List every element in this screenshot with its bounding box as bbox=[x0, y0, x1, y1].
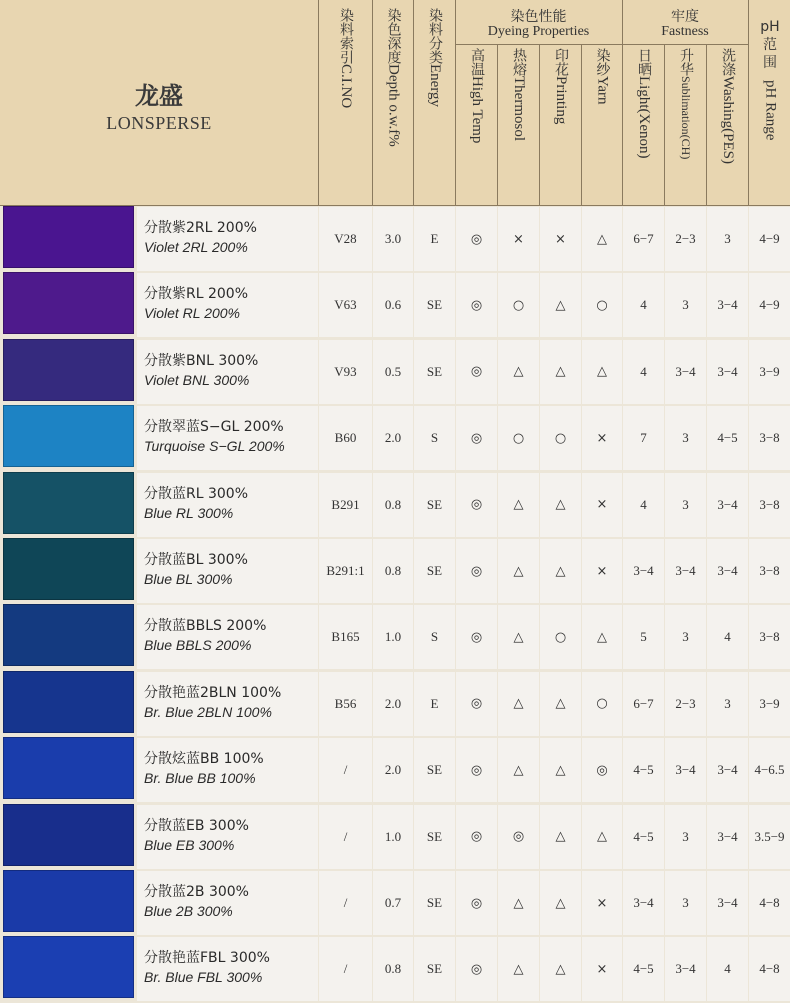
dye-name-cn: 分散蓝2B 300% bbox=[144, 884, 249, 900]
depth-cell: 0.6 bbox=[373, 273, 413, 337]
yarn-cell: × bbox=[582, 539, 622, 603]
header-thermosol bbox=[498, 48, 539, 198]
light-cell: 4−5 bbox=[623, 937, 664, 1001]
washing-cell: 3 bbox=[707, 207, 748, 271]
color-swatch bbox=[3, 339, 134, 401]
header-yarn-en: Yarn bbox=[594, 76, 611, 105]
dye-name-en: Br. Blue FBL 300% bbox=[144, 969, 263, 986]
light-cell: 4−5 bbox=[623, 805, 664, 869]
depth-cell: 2.0 bbox=[373, 406, 413, 470]
thermosol-cell: ◎ bbox=[498, 805, 539, 869]
color-swatch bbox=[3, 472, 134, 534]
high-temp-cell: ◎ bbox=[456, 672, 497, 736]
sublimation-cell: 3−4 bbox=[665, 738, 706, 802]
brand-name-cn: 龙盛 bbox=[135, 82, 183, 110]
thermosol-cell: △ bbox=[498, 605, 539, 669]
header-printing-cn: 印花 bbox=[553, 48, 569, 76]
dye-name-en: Blue 2B 300% bbox=[144, 903, 233, 919]
color-swatch bbox=[3, 272, 134, 334]
header-depth-en: Depth o.w.f% bbox=[385, 64, 402, 147]
washing-cell: 3−4 bbox=[707, 871, 748, 935]
dye-name bbox=[137, 473, 318, 537]
header-fastness-en: Fastness bbox=[661, 24, 709, 39]
yarn-cell: △ bbox=[582, 805, 622, 869]
printing-cell: △ bbox=[540, 871, 581, 935]
light-cell: 4 bbox=[623, 340, 664, 404]
color-swatch bbox=[3, 936, 134, 998]
header-ci-en: C.I.NO bbox=[338, 64, 354, 109]
high-temp-cell: ◎ bbox=[456, 340, 497, 404]
header-thermosol-en: Thermosol bbox=[511, 76, 527, 141]
table-row bbox=[0, 804, 790, 870]
washing-cell: 3−4 bbox=[707, 273, 748, 337]
ci-cell: B56 bbox=[319, 672, 372, 736]
washing-cell: 3−4 bbox=[707, 738, 748, 802]
table-row bbox=[0, 671, 790, 737]
printing-cell: × bbox=[540, 207, 581, 271]
yarn-cell: × bbox=[582, 406, 622, 470]
high-temp-cell: ◎ bbox=[456, 805, 497, 869]
header-high-temp-cn: 高温 bbox=[469, 48, 485, 76]
dye-name-en: Violet BNL 300% bbox=[144, 371, 250, 388]
sublimation-cell: 3−4 bbox=[665, 937, 706, 1001]
header-energy bbox=[414, 8, 455, 198]
table-row bbox=[0, 206, 790, 272]
header-washing-en: Washing(PES) bbox=[720, 76, 736, 164]
yarn-cell: ○ bbox=[582, 672, 622, 736]
header-energy-cn: 染料分类 bbox=[427, 8, 443, 64]
printing-cell: △ bbox=[540, 273, 581, 337]
dye-name bbox=[137, 672, 318, 736]
thermosol-cell: △ bbox=[498, 738, 539, 802]
depth-cell: 1.0 bbox=[373, 805, 413, 869]
dye-name-cn: 分散紫BNL 300% bbox=[144, 352, 259, 369]
high-temp-cell: ◎ bbox=[456, 539, 497, 603]
table-row bbox=[0, 538, 790, 604]
ph-range-cell: 3−8 bbox=[749, 539, 790, 603]
high-temp-cell: ◎ bbox=[456, 871, 497, 935]
color-swatch bbox=[3, 538, 134, 600]
header-dyeing-en: Dyeing Properties bbox=[487, 24, 590, 39]
ph-range-cell: 3−9 bbox=[749, 672, 790, 736]
yarn-cell: △ bbox=[582, 340, 622, 404]
dye-name-cn: 分散翠蓝S−GL 200% bbox=[144, 419, 284, 436]
thermosol-cell: △ bbox=[498, 871, 539, 935]
yarn-cell: △ bbox=[582, 207, 622, 271]
light-cell: 4 bbox=[623, 473, 664, 537]
sublimation-cell: 3 bbox=[665, 805, 706, 869]
energy-cell: S bbox=[414, 406, 455, 470]
brand-block bbox=[0, 0, 318, 206]
energy-cell: SE bbox=[414, 473, 455, 537]
header-ph-cn1: 范 bbox=[763, 37, 777, 53]
energy-cell: E bbox=[414, 672, 455, 736]
sublimation-cell: 3 bbox=[665, 871, 706, 935]
ci-cell: V63 bbox=[319, 273, 372, 337]
high-temp-cell: ◎ bbox=[456, 207, 497, 271]
dye-name-cn: 分散蓝RL 300% bbox=[144, 485, 249, 502]
ci-cell: V93 bbox=[319, 340, 372, 404]
printing-cell: ○ bbox=[540, 406, 581, 470]
washing-cell: 3−4 bbox=[707, 473, 748, 537]
header-ph bbox=[750, 80, 790, 198]
dye-name-cn: 分散艳蓝2BLN 100% bbox=[144, 684, 282, 701]
depth-cell: 0.8 bbox=[373, 539, 413, 603]
light-cell: 6−7 bbox=[623, 207, 664, 271]
washing-cell: 3−4 bbox=[707, 539, 748, 603]
header-washing bbox=[707, 48, 748, 198]
ci-cell: / bbox=[319, 937, 372, 1001]
energy-cell: SE bbox=[414, 340, 455, 404]
high-temp-cell: ◎ bbox=[456, 937, 497, 1001]
light-cell: 5 bbox=[623, 605, 664, 669]
washing-cell: 3−4 bbox=[707, 805, 748, 869]
header-energy-en: Energy bbox=[427, 64, 443, 108]
ph-range-cell: 4−8 bbox=[749, 871, 790, 935]
energy-cell: SE bbox=[414, 871, 455, 935]
depth-cell: 0.8 bbox=[373, 473, 413, 537]
ph-range-cell: 4−8 bbox=[749, 937, 790, 1001]
ph-range-cell: 4−6.5 bbox=[749, 738, 790, 802]
color-swatch bbox=[3, 804, 134, 866]
ci-cell: / bbox=[319, 738, 372, 802]
printing-cell: △ bbox=[540, 473, 581, 537]
dye-name-en: Violet RL 200% bbox=[144, 305, 240, 322]
table-row bbox=[0, 405, 790, 471]
thermosol-cell: ○ bbox=[498, 273, 539, 337]
color-swatch bbox=[3, 604, 134, 666]
table-row bbox=[0, 737, 790, 803]
table-row bbox=[0, 472, 790, 538]
dye-name bbox=[137, 340, 318, 404]
sublimation-cell: 3 bbox=[665, 473, 706, 537]
dye-name-en: Blue BL 300% bbox=[144, 571, 233, 587]
header-high-temp bbox=[456, 48, 497, 198]
dye-name bbox=[137, 871, 318, 935]
light-cell: 4 bbox=[623, 273, 664, 337]
depth-cell: 0.8 bbox=[373, 937, 413, 1001]
ph-range-cell: 3−9 bbox=[749, 340, 790, 404]
header-printing bbox=[540, 48, 581, 198]
washing-cell: 3 bbox=[707, 672, 748, 736]
dye-name bbox=[137, 605, 318, 669]
header-ph-en: pH Range bbox=[762, 80, 779, 141]
color-swatch bbox=[3, 870, 134, 932]
ci-cell: B165 bbox=[319, 605, 372, 669]
header-ph-top: pH bbox=[760, 19, 780, 35]
energy-cell: E bbox=[414, 207, 455, 271]
color-swatch bbox=[3, 206, 134, 268]
header-ph-cn2: 围 bbox=[763, 55, 777, 71]
yarn-cell: ◎ bbox=[582, 738, 622, 802]
thermosol-cell: × bbox=[498, 207, 539, 271]
header-light-en: Light(Xenon) bbox=[636, 76, 652, 159]
dye-name-en: Turquoise S−GL 200% bbox=[144, 438, 285, 455]
printing-cell: △ bbox=[540, 340, 581, 404]
printing-cell: △ bbox=[540, 672, 581, 736]
dye-name-en: Blue BBLS 200% bbox=[144, 637, 252, 654]
energy-cell: SE bbox=[414, 937, 455, 1001]
high-temp-cell: ◎ bbox=[456, 738, 497, 802]
sublimation-cell: 2−3 bbox=[665, 207, 706, 271]
printing-cell: ○ bbox=[540, 605, 581, 669]
header-ci bbox=[319, 8, 372, 198]
brand-name-en: LONSPERSE bbox=[106, 113, 212, 133]
light-cell: 3−4 bbox=[623, 539, 664, 603]
thermosol-cell: △ bbox=[498, 539, 539, 603]
light-cell: 7 bbox=[623, 406, 664, 470]
dye-name-en: Br. Blue 2BLN 100% bbox=[144, 703, 272, 720]
dye-name-cn: 分散紫RL 200% bbox=[144, 286, 249, 303]
ci-cell: B60 bbox=[319, 406, 372, 470]
ph-range-cell: 4−9 bbox=[749, 273, 790, 337]
color-swatch bbox=[3, 671, 134, 733]
table-row bbox=[0, 272, 790, 338]
color-swatch bbox=[3, 737, 134, 799]
sublimation-cell: 3 bbox=[665, 406, 706, 470]
washing-cell: 4 bbox=[707, 605, 748, 669]
dye-name-cn: 分散蓝BL 300% bbox=[144, 552, 248, 568]
dye-name bbox=[137, 805, 318, 869]
washing-cell: 3−4 bbox=[707, 340, 748, 404]
table-row bbox=[0, 604, 790, 670]
light-cell: 4−5 bbox=[623, 738, 664, 802]
thermosol-cell: △ bbox=[498, 473, 539, 537]
header-sublimation-en: Sublimation(CH) bbox=[679, 76, 693, 160]
energy-cell: SE bbox=[414, 539, 455, 603]
dye-name-cn: 分散艳蓝FBL 300% bbox=[144, 950, 270, 967]
yarn-cell: × bbox=[582, 871, 622, 935]
sublimation-cell: 3−4 bbox=[665, 539, 706, 603]
energy-cell: SE bbox=[414, 738, 455, 802]
dye-name-cn: 分散紫2RL 200% bbox=[144, 220, 257, 236]
ci-cell: B291:1 bbox=[319, 539, 372, 603]
depth-cell: 0.5 bbox=[373, 340, 413, 404]
color-swatch bbox=[3, 405, 134, 467]
high-temp-cell: ◎ bbox=[456, 473, 497, 537]
ci-cell: / bbox=[319, 871, 372, 935]
depth-cell: 3.0 bbox=[373, 207, 413, 271]
header-yarn-cn: 染纱 bbox=[594, 48, 611, 76]
dye-name bbox=[137, 738, 318, 802]
dye-name-en: Br. Blue BB 100% bbox=[144, 770, 256, 787]
sublimation-cell: 3−4 bbox=[665, 340, 706, 404]
table-row bbox=[0, 339, 790, 405]
ph-range-cell: 3.5−9 bbox=[749, 805, 790, 869]
header-yarn bbox=[582, 48, 622, 198]
ph-range-cell: 3−8 bbox=[749, 605, 790, 669]
washing-cell: 4 bbox=[707, 937, 748, 1001]
thermosol-cell: △ bbox=[498, 937, 539, 1001]
table-header bbox=[0, 0, 790, 206]
high-temp-cell: ◎ bbox=[456, 406, 497, 470]
dye-name-en: Blue EB 300% bbox=[144, 836, 235, 853]
header-printing-en: Printing bbox=[553, 76, 569, 125]
depth-cell: 0.7 bbox=[373, 871, 413, 935]
dye-name-en: Blue RL 300% bbox=[144, 504, 234, 521]
printing-cell: △ bbox=[540, 805, 581, 869]
dye-name bbox=[137, 207, 318, 271]
header-ci-cn: 染料索引 bbox=[338, 8, 354, 64]
printing-cell: △ bbox=[540, 539, 581, 603]
ci-cell: B291 bbox=[319, 473, 372, 537]
table-row bbox=[0, 936, 790, 1002]
header-depth-cn: 染色深度 bbox=[385, 8, 402, 64]
header-light-cn: 日晒 bbox=[636, 48, 652, 76]
yarn-cell: ○ bbox=[582, 273, 622, 337]
dye-name-cn: 分散蓝BBLS 200% bbox=[144, 618, 267, 635]
yarn-cell: × bbox=[582, 473, 622, 537]
high-temp-cell: ◎ bbox=[456, 605, 497, 669]
header-fastness-cn: 牢度 bbox=[671, 9, 699, 25]
header-light bbox=[623, 48, 664, 198]
sublimation-cell: 3 bbox=[665, 605, 706, 669]
ci-cell: V28 bbox=[319, 207, 372, 271]
depth-cell: 1.0 bbox=[373, 605, 413, 669]
ph-range-cell: 4−9 bbox=[749, 207, 790, 271]
ph-range-cell: 3−8 bbox=[749, 473, 790, 537]
energy-cell: S bbox=[414, 605, 455, 669]
header-dyeing-cn: 染色性能 bbox=[510, 9, 567, 25]
dye-name-en: Violet 2RL 200% bbox=[144, 239, 248, 255]
header-sublimation bbox=[665, 48, 706, 198]
printing-cell: △ bbox=[540, 738, 581, 802]
header-depth bbox=[373, 8, 413, 198]
header-high-temp-en: High Temp bbox=[469, 76, 485, 144]
sublimation-cell: 3 bbox=[665, 273, 706, 337]
dye-name bbox=[137, 406, 318, 470]
yarn-cell: × bbox=[582, 937, 622, 1001]
ph-range-cell: 3−8 bbox=[749, 406, 790, 470]
depth-cell: 2.0 bbox=[373, 738, 413, 802]
energy-cell: SE bbox=[414, 805, 455, 869]
ci-cell: / bbox=[319, 805, 372, 869]
header-washing-cn: 洗涤 bbox=[720, 48, 736, 76]
yarn-cell: △ bbox=[582, 605, 622, 669]
dye-name-cn: 分散蓝EB 300% bbox=[144, 817, 249, 834]
thermosol-cell: △ bbox=[498, 340, 539, 404]
header-thermosol-cn: 热熔 bbox=[511, 48, 527, 76]
thermosol-cell: ○ bbox=[498, 406, 539, 470]
sublimation-cell: 2−3 bbox=[665, 672, 706, 736]
dye-name-cn: 分散炫蓝BB 100% bbox=[144, 751, 264, 768]
light-cell: 3−4 bbox=[623, 871, 664, 935]
washing-cell: 4−5 bbox=[707, 406, 748, 470]
header-sublimation-cn: 升华 bbox=[678, 48, 694, 76]
dye-name bbox=[137, 273, 318, 337]
energy-cell: SE bbox=[414, 273, 455, 337]
thermosol-cell: △ bbox=[498, 672, 539, 736]
dye-name bbox=[137, 539, 318, 603]
table-row bbox=[0, 870, 790, 936]
depth-cell: 2.0 bbox=[373, 672, 413, 736]
dye-name bbox=[137, 937, 318, 1001]
printing-cell: △ bbox=[540, 937, 581, 1001]
high-temp-cell: ◎ bbox=[456, 273, 497, 337]
light-cell: 6−7 bbox=[623, 672, 664, 736]
